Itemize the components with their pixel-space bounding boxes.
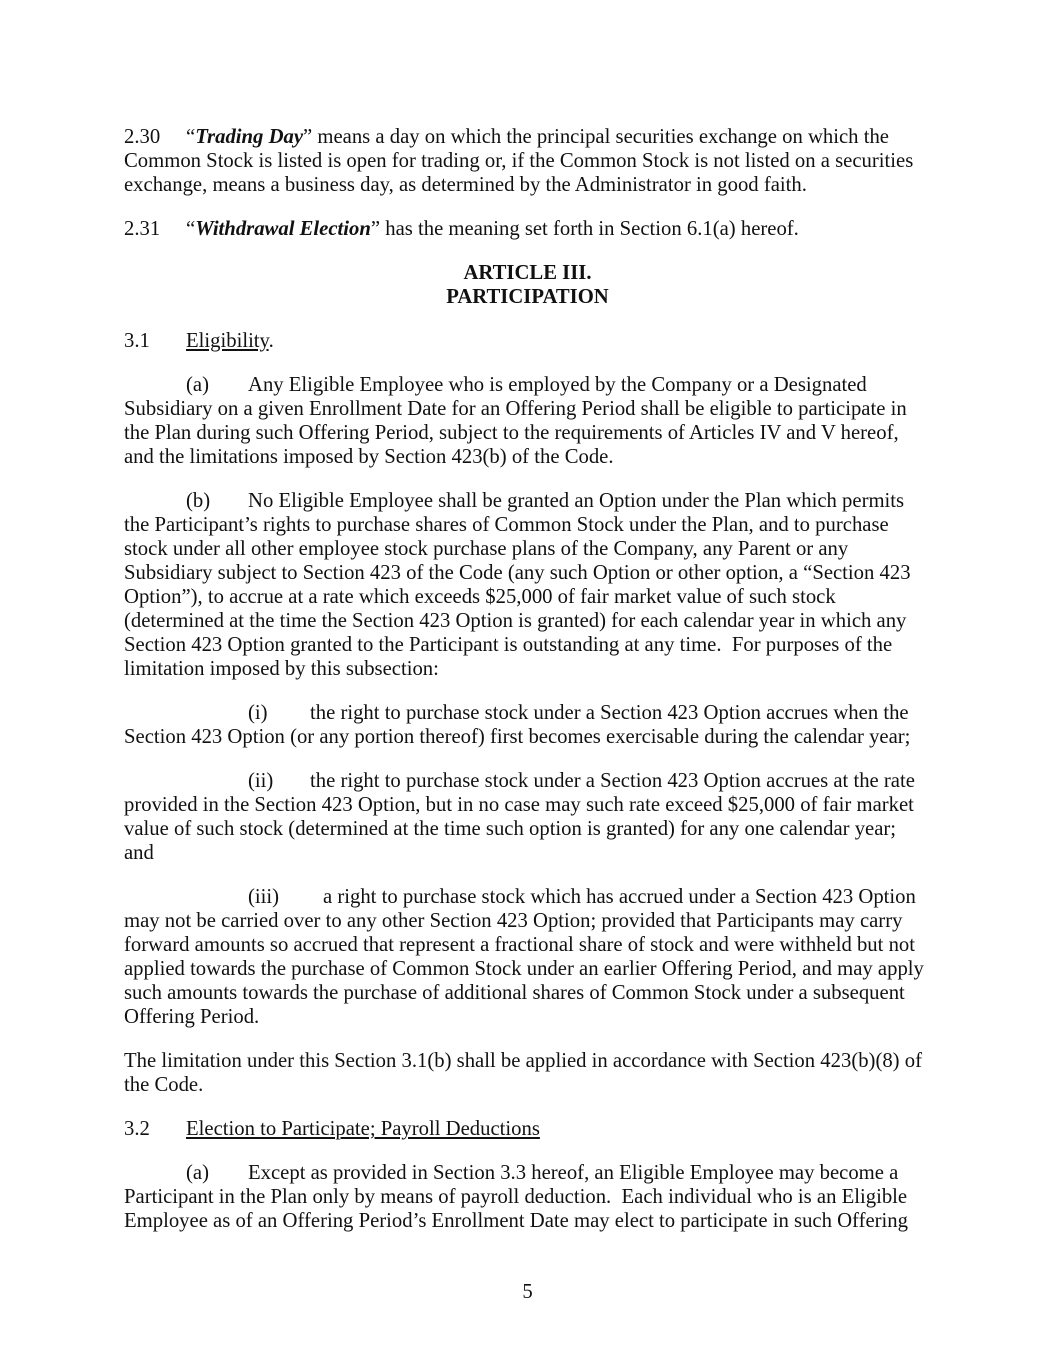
- section-3-1-b-ii: [124, 769, 931, 865]
- text-line: Subsidiary subject to Section 423 of the Code (any such Option or other option, a “Section 423: [124, 562, 911, 584]
- section-3-1-heading-line: [124, 329, 931, 353]
- paragraph-label: (a): [186, 374, 209, 396]
- line-text: No Eligible Employee shall be granted an Option under the Plan which permits: [248, 490, 905, 512]
- text-line: the Plan during such Offering Period, subject to the requirements of Articles IV and V hereof,: [124, 422, 899, 444]
- text-line: Section 423 Option (or any portion thereof) first becomes exercisable during the calendar year;: [124, 726, 911, 748]
- section-2-30: [124, 125, 931, 197]
- text-line: forward amounts so accrued that represent a fractional share of stock and were withheld but not: [124, 934, 916, 956]
- text-line: Participant in the Plan only by means of payroll deduction. Each individual who is an Eligible: [124, 1186, 908, 1208]
- line-text: the right to purchase stock under a Section 423 Option accrues when the: [310, 702, 909, 724]
- limitation-paragraph: [124, 1049, 931, 1097]
- line-text: Any Eligible Employee who is employed by the Company or a Designated: [248, 374, 867, 396]
- article-heading: [124, 261, 931, 309]
- text-line: Subsidiary on a given Enrollment Date for an Offering Period shall be eligible to participate in: [124, 398, 907, 420]
- subparagraph-first-line: [124, 885, 931, 909]
- text-line: the Participant’s rights to purchase shares of Common Stock under the Plan, and to purchase: [124, 514, 889, 536]
- text-line: provided in the Section 423 Option, but in no case may such rate exceed $25,000 of fair market: [124, 794, 914, 816]
- article-title: PARTICIPATION: [446, 286, 609, 308]
- section-heading: Election to Participate; Payroll Deductions: [186, 1118, 540, 1140]
- text-line: (determined at the time the Section 423 Option is granted) for each calendar year in which any: [124, 610, 907, 632]
- section-3-2-heading-line: [124, 1117, 931, 1141]
- text-line: Offering Period.: [124, 1006, 260, 1028]
- section-3-2-a: [124, 1161, 931, 1233]
- text-line: Section 423 Option granted to the Participant is outstanding at any time. For purposes of the: [124, 634, 893, 656]
- article-number: ARTICLE III.: [463, 262, 592, 284]
- subparagraph-label: (ii): [248, 770, 274, 792]
- text-line: exchange, means a business day, as determined by the Administrator in good faith.: [124, 174, 807, 196]
- section-number: 3.2: [124, 1118, 150, 1140]
- defined-term: Trading Day: [195, 126, 304, 148]
- paragraph-first-line: [124, 489, 931, 513]
- text-line: Employee as of an Offering Period’s Enrollment Date may elect to participate in such Offering: [124, 1210, 908, 1232]
- section-3-1-b-iii: [124, 885, 931, 1029]
- section-heading: Eligibility: [186, 330, 269, 352]
- text-line: stock under all other employee stock purchase plans of the Company, any Parent or any: [124, 538, 849, 560]
- section-3-1-heading: [124, 329, 931, 353]
- text-line: limitation imposed by this subsection:: [124, 658, 439, 680]
- section-3-1-a: [124, 373, 931, 469]
- subparagraph-first-line: [124, 701, 931, 725]
- text-line: applied towards the purchase of Common Stock under an earlier Offering Period, and may apply: [124, 958, 924, 980]
- defined-term: Withdrawal Election: [195, 218, 371, 240]
- page-number: 5: [522, 1281, 533, 1303]
- text-line: the Code.: [124, 1074, 204, 1096]
- section-number: 3.1: [124, 330, 150, 352]
- text-line: Common Stock is listed is open for trading or, if the Common Stock is not listed on a securities: [124, 150, 914, 172]
- line-text: ” means a day on which the principal securities exchange on which the: [303, 126, 889, 148]
- section-2-30-first-line: [124, 125, 931, 149]
- text-line: and the limitations imposed by Section 423(b) of the Code.: [124, 446, 614, 468]
- section-2-31: [124, 217, 931, 241]
- text-line: may not be carried over to any other Section 423 Option; provided that Participants may carry: [124, 910, 903, 932]
- section-number: 2.30: [124, 126, 161, 148]
- section-3-2-heading: [124, 1117, 931, 1141]
- subparagraph-first-line: [124, 769, 931, 793]
- text-line: and: [124, 842, 154, 864]
- text-line: Option”), to accrue at a rate which exceeds $25,000 of fair market value of such stock: [124, 586, 836, 608]
- line-text: Except as provided in Section 3.3 hereof, an Eligible Employee may become a: [248, 1162, 899, 1184]
- paragraph-first-line: [124, 1161, 931, 1185]
- line-text: a right to purchase stock which has accrued under a Section 423 Option: [323, 886, 916, 908]
- paragraph-first-line: [124, 373, 931, 397]
- open-quote: “: [186, 126, 196, 148]
- text-line: such amounts towards the purchase of additional shares of Common Stock under a subsequent: [124, 982, 905, 1004]
- subparagraph-label: (i): [248, 702, 268, 724]
- line-text: ” has the meaning set forth in Section 6.1(a) hereof.: [370, 218, 799, 240]
- subparagraph-label: (iii): [248, 886, 280, 908]
- section-3-1-b-i: [124, 701, 931, 749]
- section-number: 2.31: [124, 218, 161, 240]
- paragraph-label: (b): [186, 490, 211, 512]
- line-text: the right to purchase stock under a Section 423 Option accrues at the rate: [310, 770, 915, 792]
- paragraph-label: (a): [186, 1162, 209, 1184]
- open-quote: “: [186, 218, 196, 240]
- section-3-1-b: [124, 489, 931, 681]
- text-line: value of such stock (determined at the time such option is granted) for any one calendar year;: [124, 818, 897, 840]
- section-2-31-first-line: [124, 217, 931, 241]
- heading-suffix: .: [268, 330, 274, 352]
- document-body: [124, 125, 931, 1253]
- text-line: The limitation under this Section 3.1(b) shall be applied in accordance with Section 423(b)(8) of: [124, 1050, 922, 1072]
